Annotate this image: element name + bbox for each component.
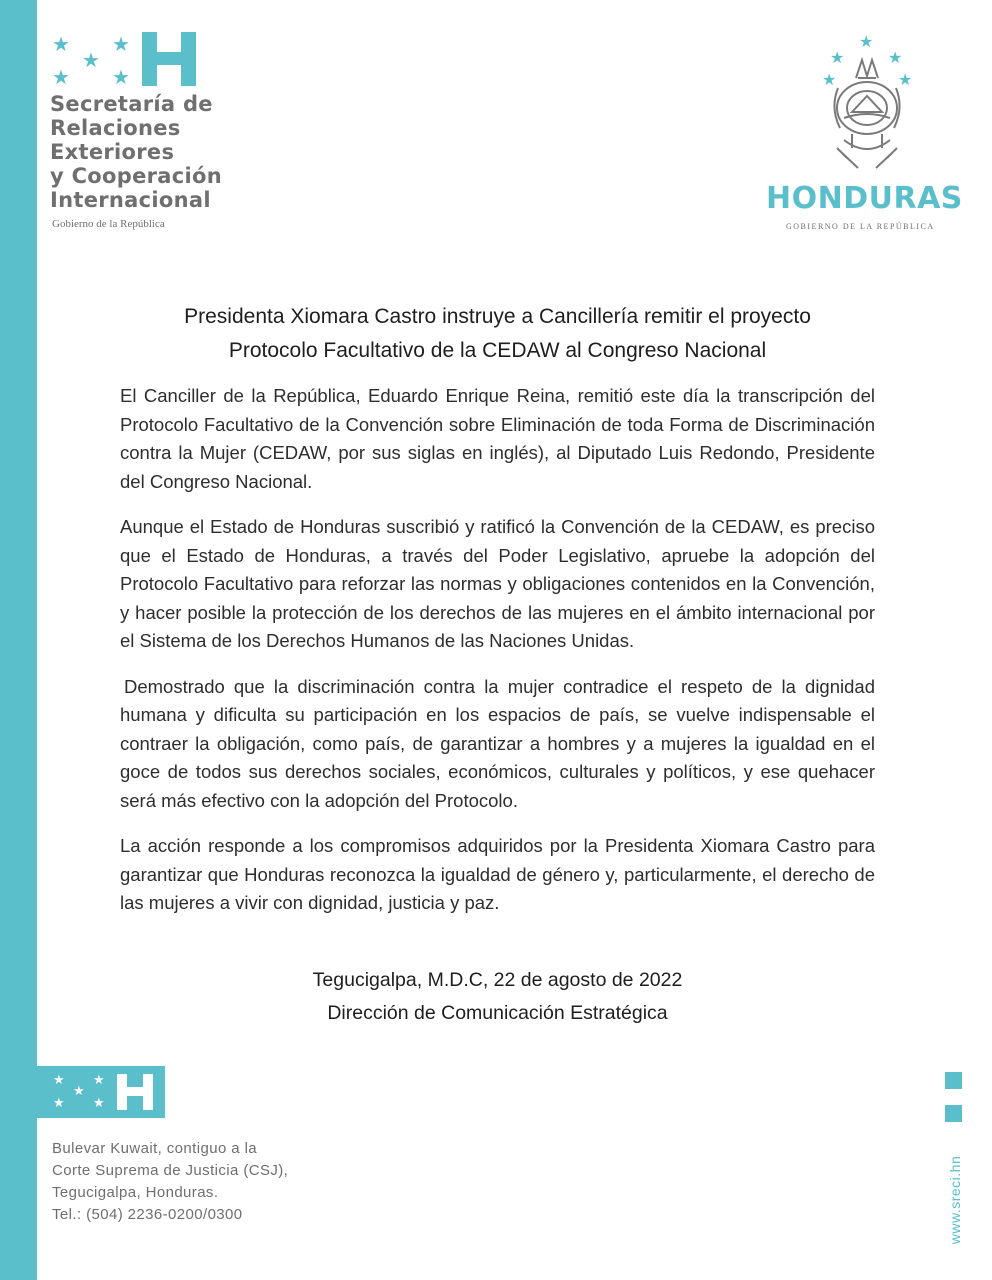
address-line: Tegucigalpa, Honduras. [52,1184,219,1201]
ministry-logo [50,30,310,240]
star-icon: ★ [93,1073,105,1088]
star-icon: ★ [52,32,70,56]
star-icon: ★ [93,1096,105,1111]
star-icon: ★ [73,1084,85,1099]
star-icon: ★ [52,65,70,89]
star-cluster [50,30,140,90]
body-paragraph: La acción responde a los compromisos adquiridos por la Presidenta Xiomara Castro para garantizar que Honduras reconozca la igualdad de género y, particularmente, el derecho de las mujeres a vivir con dignidad, justicia y paz. [120,835,875,913]
star-icon: ★ [53,1096,65,1111]
ministry-name-line: Internacional [50,188,211,212]
ministry-name [50,92,222,212]
ministry-name-line: Relaciones [50,116,181,140]
footer-address [52,1138,288,1226]
website-link[interactable]: www.sreci.hn [947,1155,963,1245]
coat-of-arms-emblem [822,48,912,188]
star-icon: ★ [82,48,100,72]
star-icon: ★ [112,65,130,89]
ministry-name-line: Exteriores [50,140,175,164]
honduras-logo [760,30,975,240]
h-letter-logo [117,1074,153,1110]
press-release-body [120,382,875,935]
issuing-department: Dirección de Comunicación Estratégica [327,1002,668,1024]
body-paragraph: El Canciller de la República, Eduardo Enrique Reina, remitió este día la transcripción del Protocolo Facultativo de la Convención sobre Eliminación de toda Forma de Discriminación contra la Mujer (CEDAW, por sus siglas en inglés), al Diputado Luis Redondo, Presidente del Congreso Nacional. [120,385,875,492]
h-letter-logo [142,32,196,86]
left-accent-bar [0,0,37,1280]
star-icon: ★ [53,1073,65,1088]
address-line: Tel.: (504) 2236-0200/0300 [52,1206,243,1223]
address-line: Corte Suprema de Justicia (CSJ), [52,1162,289,1179]
place-date: Tegucigalpa, M.D.C, 22 de agosto de 2022 [312,969,683,991]
footer-logo [37,1066,165,1118]
star-icon: ★ [830,48,845,67]
star-icon: ★ [859,32,874,51]
address-line: Bulevar Kuwait, contiguo a la [52,1140,258,1157]
star-icon: ★ [822,70,837,89]
press-release-title [110,300,885,368]
ministry-name-line: Secretaría de [50,92,213,116]
ministry-tagline: Gobierno de la República [52,218,165,230]
star-icon: ★ [112,32,130,56]
decorative-square [945,1072,962,1089]
country-name: HONDURAS [766,181,963,216]
star-icon: ★ [888,48,903,67]
body-paragraph: Aunque el Estado de Honduras suscribió y ratificó la Convención de la CEDAW, es preciso que el Estado de Honduras, a través del Poder Legislativo, apruebe la adopción del Protocolo Facultativo para reforzar las normas y obligaciones contenidos en la Convención, y hacer posible la protección de los derechos de las mujeres en el ámbito internacional por el Sistema de los Derechos Humanos de las Naciones Unidas. [120,516,875,651]
closing-block [200,964,795,1030]
ministry-name-line: y Cooperación [50,164,222,188]
body-paragraph: Demostrado que la discriminación contra la mujer contradice el respeto de la dignidad humana y dificulta su participación en los espacios de país, se vuelve indispensable el contraer la obligación, como país, de garantizar a hombres y a mujeres la igualdad en el goce de todos sus derechos sociales, económicos, culturales y políticos, y ese quehacer será más efectivo con la adopción del Protocolo. [120,675,875,811]
title-line: Presidenta Xiomara Castro instruye a Cancillería remitir el proyecto [184,305,811,328]
title-line: Protocolo Facultativo de la CEDAW al Congreso Nacional [228,339,767,362]
country-tagline: GOBIERNO DE LA REPÚBLICA [786,222,935,231]
decorative-square [945,1105,962,1122]
star-icon: ★ [898,70,913,89]
